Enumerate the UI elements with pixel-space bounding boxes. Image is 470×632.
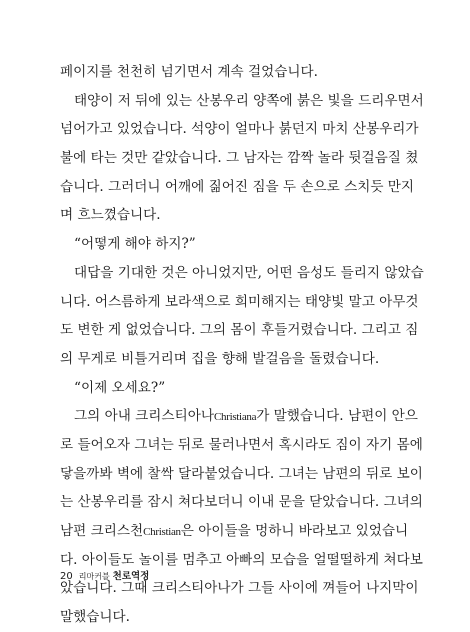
text-segment: 그의 아내 크리스티아나 [74,408,214,425]
series-name: 리마커블 [78,572,110,581]
text-line: 았습니다. 그때 크리스티아나가 그들 사이에 껴들어 나지막이 [60,580,419,597]
gloss-christian: Christian [143,526,181,538]
text-line: 로 들어오자 그녀는 뒤로 물러나면서 혹시라도 짐이 자기 몸에 [60,436,423,453]
text-line: 닿을까봐 벽에 찰싹 달라붙었습니다. 그녀는 남편의 뒤로 보이 [60,465,423,482]
text-line: 의 무게로 비틀거리며 집을 향해 발걸음을 돌렸습니다. [60,350,380,367]
gloss-christiana: Christiana [213,411,257,424]
text-line-with-gloss [60,402,418,431]
book-title: 천로역정 [112,571,150,582]
text-line: 넘어가고 있었습니다. 석양이 얼마나 붉던지 마치 산봉우리가 [60,121,419,138]
text-line: 대답을 기대한 것은 아니었지만, 어떤 음성도 들리지 않았습 [74,264,424,281]
text-line: 는 산봉우리를 잠시 쳐다보더니 이내 문을 닫았습니다. 그녀의 [60,494,423,511]
page-footer [60,568,149,582]
text-line: 며 흐느꼈습니다. [60,207,161,224]
text-segment: 가 말했습니다. 남편이 안으 [256,408,418,425]
text-line: “이제 오세요?” [74,379,166,396]
text-segment: 은 아이들을 멍하니 바라보고 있었습니 [180,523,409,539]
text-line: 니다. 어스름하게 보라색으로 희미해지는 태양빛 말고 아무것 [60,293,419,310]
text-segment: 남편 크리스천 [60,523,144,539]
text-line-with-gloss [60,517,408,546]
body-text [60,58,424,632]
text-line: 페이지를 천천히 넘기면서 계속 걸었습니다. [60,64,318,80]
text-line: “어떻게 해야 하지?” [74,236,196,253]
page-number: 20 [60,571,73,582]
text-line: 도 변한 게 없었습니다. 그의 몸이 후들거렸습니다. 그리고 짐 [60,322,419,339]
text-line: 다. 아이들도 놀이를 멈추고 아빠의 모습을 얼떨떨하게 쳐다보 [60,551,423,568]
text-line: 습니다. 그러더니 어깨에 짊어진 짐을 두 손으로 스치듯 만지 [60,178,415,195]
text-line: 태양이 저 뒤에 있는 산봉우리 양쪽에 붉은 빛을 드리우면서 [74,92,424,109]
text-line: 말했습니다. [60,609,130,626]
text-line: 불에 타는 것만 같았습니다. 그 남자는 깜짝 놀라 뒷걸음질 쳤 [60,150,419,167]
